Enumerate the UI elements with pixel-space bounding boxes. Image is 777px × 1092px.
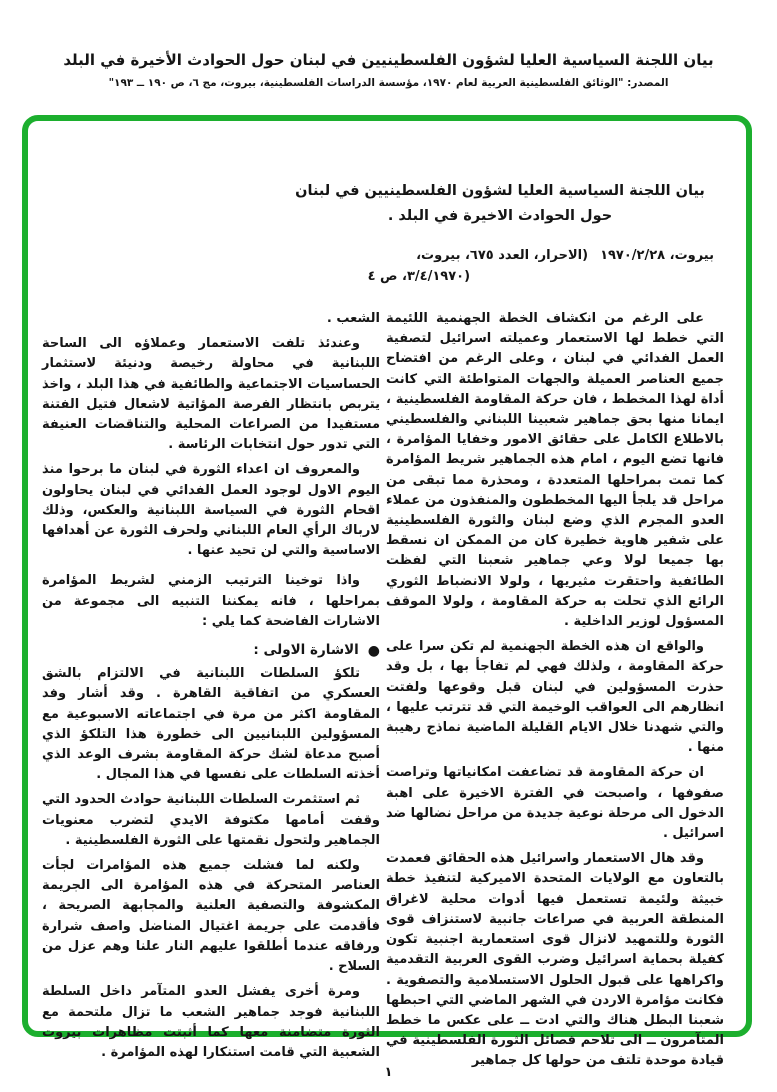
bullet-icon: ● — [367, 643, 380, 660]
bullet-heading-label: الاشارة الاولى : — [253, 642, 359, 659]
paragraph: والواقع ان هذه الخطة الجهنمية لم تكن سرا على حركة المقاومة ، ولذلك فهي لم تفاجأ بها ، بل وقد حذرت المسؤولين في لبنان قبل وقوعها ولفتت انظارهم الى العواقب الوخيمة التي قد تترتب عليها ، والتي شهدنا خلال الايام القليلة الماضية نماذج رهيبة منها . — [386, 639, 724, 756]
paragraph: ولكنه لما فشلت جميع هذه المؤامرات لجأت العناصر المتحركة في هذه المؤامرة الى الجريمة المكشوفة والتصفية العلنية والمجابهة الصريحة ، فأقدمت على جريمة اغتيال المناضل واصف شرارة ورفاقه عندما أطلقوا عليهم النار علنا وهم عزل من السلاح . — [42, 858, 380, 975]
paragraph: وعندئذ تلفت الاستعمار وعملاؤه الى الساحة اللبنانية في محاولة رخيصة ودنيئة لاستثمار الحساسيات الاجتماعية والطائفية في هذا البلد ، واخذ يتربص بانتظار الفرصة المؤاتية لاشعال فتيل الفتنة مستفيدا من الصراعات المحلية والتناقضات العنيفة التي تدور حول انتخابات الرئاسة . — [42, 336, 380, 453]
citation-line1: (الاحرار، العدد ٦٧٥، بيروت، — [416, 248, 589, 263]
column-left — [42, 309, 380, 1077]
paragraph: واذا توخينا الترتيب الزمني لشريط المؤامرة بمراحلها ، فانه يمكننا التنبيه الى مجموعة من الاشارات الفاضحة كما يلي : — [42, 573, 380, 629]
paragraph: ثم استثمرت السلطات اللبنانية حوادث الحدود التي وقفت أمامها مكتوفة الايدي لتضرب معنويات الجماهير ولتحول نقمتها على الثورة الفلسطينية . — [42, 792, 380, 848]
document-frame — [22, 115, 752, 1069]
bullet-heading — [42, 640, 380, 660]
text-columns — [42, 309, 724, 1077]
paragraph: ان حركة المقاومة قد تضاعفت امكانياتها وتراصت صفوفها ، واصبحت في الفترة الاخيرة على اهبة الدخول الى مرحلة نوعية جديدة من مراحل نضالها ضد اسرائيل . — [386, 765, 724, 842]
document-title — [282, 179, 718, 229]
dateline: بيروت، ١٩٧٠/٢/٢٨ — [600, 248, 714, 263]
paragraph: على الرغم من انكشاف الخطة الجهنمية اللئيمة التي خطط لها الاستعمار وعميلته اسرائيل لتصفية العمل الفدائي في لبنان ، وعلى الرغم من افتضاح جميع العناصر العميلة والجهات المتواطئة التي كانت أداة لهذا المخطط ، فان حركة المقاومة الفلسطينية ، ايمانا منها بحق جماهير شعبينا اللبناني والفلسطيني بالاطلاع الكامل على حقائق الامور وخفايا المؤامرة ، فانها تضع اليوم ، امام هذه الجماهير شريط المؤامرة كما تمت بمراحلها المتعددة ، ومحذرة مما تبقى من مراحل قد يلجأ اليها المخططون والمنفذون من عملاء العدو المجرم الذي وضع لبنان والثورة الفلسطينية على شفير هاوية خطيرة كان من الممكن ان نسقط بها جميعا لولا وعي جماهير شعبنا التي لفظت الطائفية واحتقرت مثيريها ، ولولا الانضباط الثوري الرائع الذي تحلت به حركة المقاومة ، ولولا الموقف المسؤول لوزير الداخلية . — [386, 311, 724, 630]
document-title-line1: بيان اللجنة السياسية العليا لشؤون الفلسطينيين في لبنان — [295, 183, 705, 199]
byline — [42, 245, 724, 287]
page-number: ١ — [384, 1065, 393, 1080]
paragraph: والمعروف ان اعداء الثورة في لبنان ما برحوا منذ اليوم الاول لوجود العمل الفدائي في لبنان يحاولون اقحام الثورة في السياسة اللبنانية والعكس، وذلك لارباك الرأي العام اللبناني ولحرف الثورة عن أهدافها الاساسية والتي لن تحيد عنها . — [42, 462, 380, 559]
document-title-line2: حول الحوادث الاخيرة في البلد . — [387, 208, 613, 224]
paragraph: تلكؤ السلطات اللبنانية في الالتزام بالشق العسكري من اتفاقية القاهرة . وقد أشار وفد المقاومة اكثر من مرة في اجتماعاته الاسبوعية مع المسؤولين اللبنانيين الى خطورة هذا التلكؤ الذي أصبح مدعاة لشك حركة المقاومة بشرف الوعد الذي أخذته السلطات على نفسها في هذا المجال . — [42, 666, 380, 783]
paragraph: ومرة أخرى يفشل العدو المتآمر داخل السلطة اللبنانية فوجد جماهير الشعب ما تزال ملتحمة مع الثورة متضامنة معها كما أثبتت مظاهرات بيروت الشعبية التي قامت استنكارا لهذه المؤامرة . — [42, 984, 380, 1060]
column-right — [386, 309, 724, 1077]
citation — [368, 245, 588, 287]
paragraph: وقد هال الاستعمار واسرائيل هذه الحقائق فعمدت بالتعاون مع الولايات المتحدة الاميركية لتنفيذ خطة خبيثة ولئيمة تستعمل فيها أدوات محلية لاغراق المنطقة العربية في صراعات جانبية لاستنزاف قوى الثورة وللتمهيد لانزال قوى استعمارية اجنبية تكون كفيلة بحماية اسرائيل وضرب القوى العربية التقدمية واكراهها على قبول الحلول الاستسلامية والتصفوية . فكانت مؤامرة الاردن في الشهر الماضي التي احبطها شعبنا البطل هناك والتي ادت ــ على عكس ما خطط المتآمرون ــ الى تلاحم فصائل الثورة الفلسطينية في قيادة موحدة تلتف من حولها كل جماهير — [386, 851, 724, 1069]
paragraph: الشعب . — [326, 311, 380, 326]
source-line: المصدر: "الوثائق الفلسطينية العربية لعام ١٩٧٠، مؤسسة الدراسات الفلسطينية، بيروت، مج ٦، ص ١٩٠ ــ ١٩٣" — [108, 77, 669, 89]
citation-line2: ٣/٤/١٩٧٠، ص ٤) — [367, 269, 471, 284]
page-title: بيان اللجنة السياسية العليا لشؤون الفلسطينيين في لبنان حول الحوادث الأخيرة في البلد — [63, 51, 714, 69]
